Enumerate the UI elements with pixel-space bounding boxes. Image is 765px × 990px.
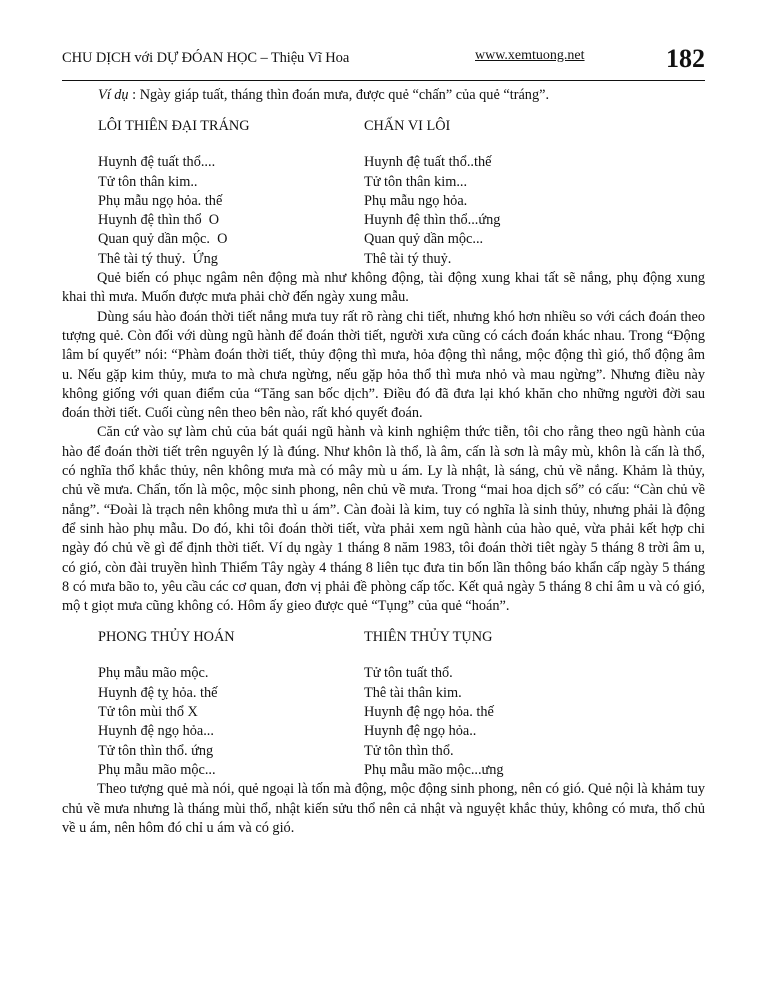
hexagram-pair-1	[98, 105, 705, 269]
hexagram-line: Phụ mẫu mão mộc.	[98, 665, 209, 682]
hexagram-title: LÔI THIÊN ĐẠI TRÁNG	[98, 118, 250, 135]
hexagram-line: Phụ mẫu mão mộc...ưng	[364, 761, 504, 778]
hexagram-line: Phụ mẫu mão mộc...	[98, 761, 216, 778]
hexagram-line: Huynh đệ thìn thổ...ứng	[364, 212, 501, 229]
hexagram-line: Huynh đệ tỵ hỏa. thế	[98, 684, 218, 701]
hexagram-line: Huynh đệ tuất thổ..thế	[364, 154, 492, 171]
hexagram-title: PHONG THỦY HOÁN	[98, 629, 235, 646]
hexagram-line: Tử tôn thân kim...	[364, 173, 468, 190]
example-label: Ví dụ	[98, 87, 129, 103]
page-number: 182	[666, 44, 705, 73]
hexagram-primary	[98, 105, 364, 269]
hexagram-primary	[98, 616, 364, 780]
example-line	[98, 86, 705, 105]
paragraph: Theo tượng quẻ mà nói, quẻ ngoại là tốn mà động, mộc động sinh phong, nên có gió. Quẻ nội là khảm tuy chủ về mưa nhưng là tháng mùi thổ, nhật kiến sửu thổ nên cả nhật và nguyệt khắc thủy, không có mưa, thổ chủ về u ám, nên hôm đó chỉ u ám và có gió.	[62, 781, 705, 836]
paragraph: Quẻ biến có phục ngâm nên động mà như không động, tài động xung khai tất sẽ nắng, phụ động xung khai thì mưa. Muốn được mưa phải chờ đến ngày xung mẫu.	[62, 270, 705, 306]
hexagram-line: Phụ mẫu ngọ hỏa.	[364, 192, 468, 209]
hexagram-changed	[364, 105, 630, 269]
hexagram-title: CHẤN VI LÔI	[364, 118, 451, 135]
hexagram-line: Huynh đệ thìn thổ O	[98, 212, 220, 229]
hexagram-line: Huynh đệ ngọ hỏa...	[98, 723, 214, 740]
page-header	[62, 44, 705, 81]
hexagram-line: Tử tôn thân kim..	[98, 173, 198, 190]
hexagram-line: Thê tài tý thuỷ. Ứng	[98, 250, 218, 267]
hexagram-line: Quan quỷ dần mộc. O	[98, 231, 228, 248]
hexagram-line: Tử tôn thìn thổ. ứng	[98, 742, 214, 759]
hexagram-line: Thê tài thân kim.	[364, 684, 462, 701]
hexagram-line: Huynh đệ tuất thổ....	[98, 154, 216, 171]
hexagram-changed	[364, 616, 630, 780]
hexagram-line: Tử tôn tuất thổ.	[364, 665, 453, 682]
hexagram-line: Thê tài tý thuỷ.	[364, 250, 452, 267]
hexagram-line: Tử tôn thìn thổ.	[364, 742, 454, 759]
hexagram-line: Phụ mẫu ngọ hỏa. thế	[98, 192, 223, 209]
hexagram-line: Huynh đệ ngọ hỏa..	[364, 723, 477, 740]
paragraph: Dùng sáu hào đoán thời tiết nắng mưa tuy rất rõ ràng chi tiết, nhưng khó hơn nhiều so với cách đoán theo tượng quẻ. Còn đối với dùng ngũ hành để đoán thời tiết, người xưa cũng có cách đoán khác nhau. Trong “Động lâm bí quyết” nói: “Phàm đoán thời tiết, thủy động thì mưa, hỏa động thì nắng, mộc động thì gió, thổ động âm u. Nếu gặp kim thủy, mưa to mà chưa ngừng, nếu gặp hỏa thổ thì mưa nhỏ và mau ngừng”. Nhưng điều này không giống với quan điểm của “Tăng san bốc dịch”. Điều đó đã đưa lại khó khăn cho những người đời sau đoán thời tiết. Cuối cùng nên theo bên nào, rất khó quyết đoán.	[62, 308, 705, 422]
hexagram-line: Huynh đệ ngọ hỏa. thế	[364, 704, 494, 721]
hexagram-line: Tử tôn mùi thổ X	[98, 704, 198, 721]
hexagram-pair-2	[98, 616, 705, 780]
hexagram-title: THIÊN THỦY TỤNG	[364, 629, 493, 646]
paragraph: Căn cứ vào sự làm chủ của bát quái ngũ hành và kinh nghiệm thức tiễn, tôi cho rằng theo ngũ hành của hào để đoán thời tiết trên nguyên lý là đúng. Như khôn là thổ, là âm, cấn là sơn là mây mù, khôn là cấn là thổ, có nghĩa thổ khắc thủy, nên không mưa mà có mây mù u ám. Ly là nhật, là sáng, chủ về nắng. Khảm là thủy, chủ về mưa. Chấn, tốn là mộc, mộc sinh phong, nên chủ về mưa. Trong “mai hoa dịch số” có cấu: “Càn chủ về nắng”. “Đoài là trạch nên không mưa thì u ám”. Càn đoài là kim, tuy có nghĩa là sinh thủy, nhưng phải là động để sinh hào phụ mẫu. Do đó, khi tôi đoán thời tiết, vừa phải xem ngũ hành của hào quẻ, vừa phải kết hợp chi ngày đó chủ về gì để định thời tiết. Ví dụ ngày 1 tháng 8 năm 1983, tôi đoán thời tiêt ngày 5 tháng 8 trời âm u, có gió, còn đài truyền hình Thiểm Tây ngày 4 tháng 8 liên tục đưa tin bốn lần thông báo khẩn cấp ngày 5 tháng 8 có mưa bão to, yêu cầu các cơ quan, đơn vị phải đề phòng cấp tốc. Kết quả ngày 5 tháng 8 chỉ âm u và có gió, mộ t giọt mưa cũng không có. Hôm ấy gieo được quẻ “Tụng” của quẻ “hoán”.	[62, 424, 705, 615]
website-link[interactable]: www.xemtuong.net	[475, 48, 585, 63]
hexagram-line: Quan quỷ dần mộc...	[364, 231, 484, 248]
book-title: CHU DỊCH với DỰ ĐÓAN HỌC – Thiệu Vĩ Hoa	[62, 50, 350, 66]
example-text: : Ngày giáp tuất, tháng thìn đoán mưa, được quẻ “chấn” của quẻ “tráng”.	[128, 87, 550, 103]
page-body	[62, 86, 705, 838]
